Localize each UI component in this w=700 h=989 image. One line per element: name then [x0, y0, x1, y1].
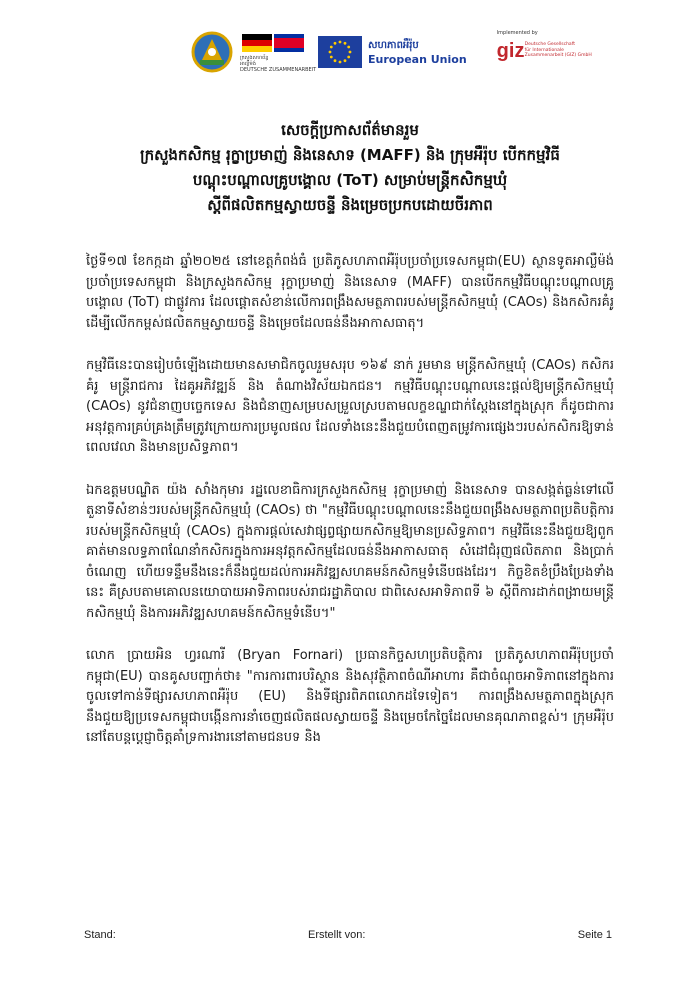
german-cooperation-logo [240, 30, 317, 74]
cambodian-flag-icon [274, 34, 304, 52]
paragraph-4: លោក ប្រាយអិន ហ្វរណារី (Bryan Fornari) ប្រធានកិច្ចសហប្រតិបត្តិការ ប្រតិភូសហភាពអឺរ៉ុបប្រចាំកម្ពុជា(EU) បានគូសបញ្ជាក់ថា៖ "ការការពារបរិស្ថាន និងសុវត្ថិភាពចំណីអាហារ គឺជាចំណុចអាទិភាពនៅក្នុងការចូលទៅកាន់ទីផ្សារសហភាពអឺរ៉ុប (EU) និងទីផ្សារពិភពលោកដទៃទៀត។ ការពង្រឹងសមត្ថភាពក្នុងស្រុកនឹងជួយឱ្យប្រទេសកម្ពុជាបង្កើនការនាំចេញផលិតផលស្វាយចន្ទី និងម្រេចកែច្នៃដែលមានគុណភាពខ្ពស់។ ក្រុមអឺរ៉ុបនៅតែបន្តប្តេជ្ញាចិត្តគាំទ្រការងារនៅតាមជនបទ និង [86, 648, 614, 745]
title-line-3: បណ្តុះបណ្តាលគ្រូបង្គោល (ToT) សម្រាប់មន្ត្រីកសិកម្មឃុំ [192, 171, 508, 189]
eu-logo-text [368, 38, 467, 66]
footer-page-number: Seite 1 [577, 929, 612, 941]
press-release-body [86, 252, 614, 771]
paragraph-1: ថ្ងៃទី១៧ ខែកក្កដា ឆ្នាំ២០២៥ នៅខេត្តកំពង់ធំ ប្រតិភូសហភាពអឺរ៉ុបប្រចាំប្រទេសកម្ពុជា(EU) ស្ថានទូតអាល្លឺម៉ង់ប្រចាំប្រទេសកម្ពុជា និងក្រសួងកសិកម្ម រុក្ខាប្រមាញ់ និងនេសាទ (MAFF) បានបើកកម្មវិធីបណ្តុះបណ្តាលគ្រូបង្គោល (ToT) ជាផ្លូវការ ដែលផ្តោតសំខាន់លើការពង្រឹងសមត្ថភាពរបស់មន្ត្រីកសិកម្មឃុំ (CAOs) និងកសិករគំរូដើម្បីលើកកម្ពស់ផលិតកម្មស្វាយចន្ទី និងម្រេចដែលធន់នឹងអាកាសធាតុ។ [86, 254, 614, 331]
paragraph-2: កម្មវិធីនេះបានរៀបចំឡើងដោយមានសមាជិកចូលរួមសរុប ១៦៩ នាក់ រួមមាន មន្ត្រីកសិកម្មឃុំ (CAOs) កសិករគំរូ មន្ត្រីរាជការ ដៃគូអភិវឌ្ឍន៍ និង តំណាងវិស័យឯកជន។ កម្មវិធីបណ្តុះបណ្តាលនេះផ្តល់ឱ្យមន្ត្រីកសិកម្មឃុំ (CAOs) នូវជំនាញបច្ចេកទេស និងជំនាញសម្របសម្រួលស្របតាមលក្ខខណ្ឌជាក់ស្តែងនៅក្នុងស្រុក ក៏ដូចជាការអនុវត្តការគ្រប់គ្រងត្រឹមត្រូវក្រោយការប្រមូលផល ដែលទាំងនេះនឹងជួយបំពេញតម្រូវការផ្សេងៗរបស់កសិករឱ្យទាន់ពេលវេលា និងមានប្រសិទ្ធភាព។ [86, 358, 614, 455]
giz-logo [497, 30, 607, 74]
title-line-2: ក្រសួងកសិកម្ម រុក្ខាប្រមាញ់ និងនេសាទ (MAFF) និង ក្រុមអឺរ៉ុប បើកកម្មវិធី [140, 146, 560, 164]
german-flag-icon [242, 34, 272, 52]
logo-strip [188, 28, 607, 76]
footer-stand: Stand: [84, 929, 116, 941]
giz-description: Deutsche Gesellschaft für Internationale Zusammenarbeit (GIZ) GmbH [524, 42, 592, 58]
giz-wordmark: giz [496, 40, 525, 62]
title-line-1: សេចក្តីប្រកាសព័ត៌មានរួម [281, 121, 419, 139]
giz-implemented-by: Implemented by [496, 30, 538, 36]
eu-name: European Union [368, 53, 467, 66]
title-line-4: ស្តីពីផលិតកម្មស្វាយចន្ទី និងម្រេចប្រកបដោយចីរភាព [207, 196, 493, 214]
press-release-title [80, 118, 620, 218]
eu-flag-icon [318, 36, 362, 68]
eu-khmer-name: សហភាពអឺរ៉ុប [368, 40, 419, 51]
footer-erstellt: Erstellt von: [308, 929, 366, 941]
german-cooperation-text: ក្រសួងសហព័ន្ធ អាល្លឺម៉ង់ DEUTSCHE ZUSAMMENARBEIT [240, 55, 317, 73]
paragraph-3: ឯកឧត្តមបណ្ឌិត យ៉ង សាំងកុមារ រដ្ឋលេខាធិការក្រសួងកសិកម្ម រុក្ខាប្រមាញ់ និងនេសាទ បានសង្កត់ធ្ងន់ទៅលើតួនាទីសំខាន់ៗរបស់មន្ត្រីកសិកម្មឃុំ (CAOs) ថា "កម្មវិធីបណ្តុះបណ្តាលនេះនឹងជួយពង្រឹងសមត្ថភាពប្រតិបត្តិការរបស់មន្ត្រីកសិកម្មឃុំ (CAOs) ក្នុងការផ្តល់សេវាផ្សព្វផ្សាយកសិកម្មឱ្យមានប្រសិទ្ធភាព។ កម្មវិធីនេះនឹងជួយឱ្យពួកគាត់មានលទ្ធភាពណែនាំកសិករក្នុងការអនុវត្តកសិកម្មដែលធន់នឹងអាកាសធាតុ សំដៅជំរុញផលិតភាព និងប្រាក់ចំណេញ ហើយទន្ទឹមនឹងនេះក៏នឹងជួយដល់ការអភិវឌ្ឍសហគមន៍កសិកម្មទំនើបផងដែរ។ កិច្ចខិតខំប្រឹងប្រែងទាំងនេះ គឺស្របតាមគោលនយោបាយអាទិភាពរបស់រាជរដ្ឋាភិបាល ជាពិសេសអាទិភាពទី ៦ ស្តីពីការដាក់ពង្រាយមន្ត្រីកសិកម្មឃុំ និងការអភិវឌ្ឍសហគមន៍កសិកម្មទំនើប។" [86, 482, 614, 621]
ministry-emblem-logo [188, 30, 236, 74]
